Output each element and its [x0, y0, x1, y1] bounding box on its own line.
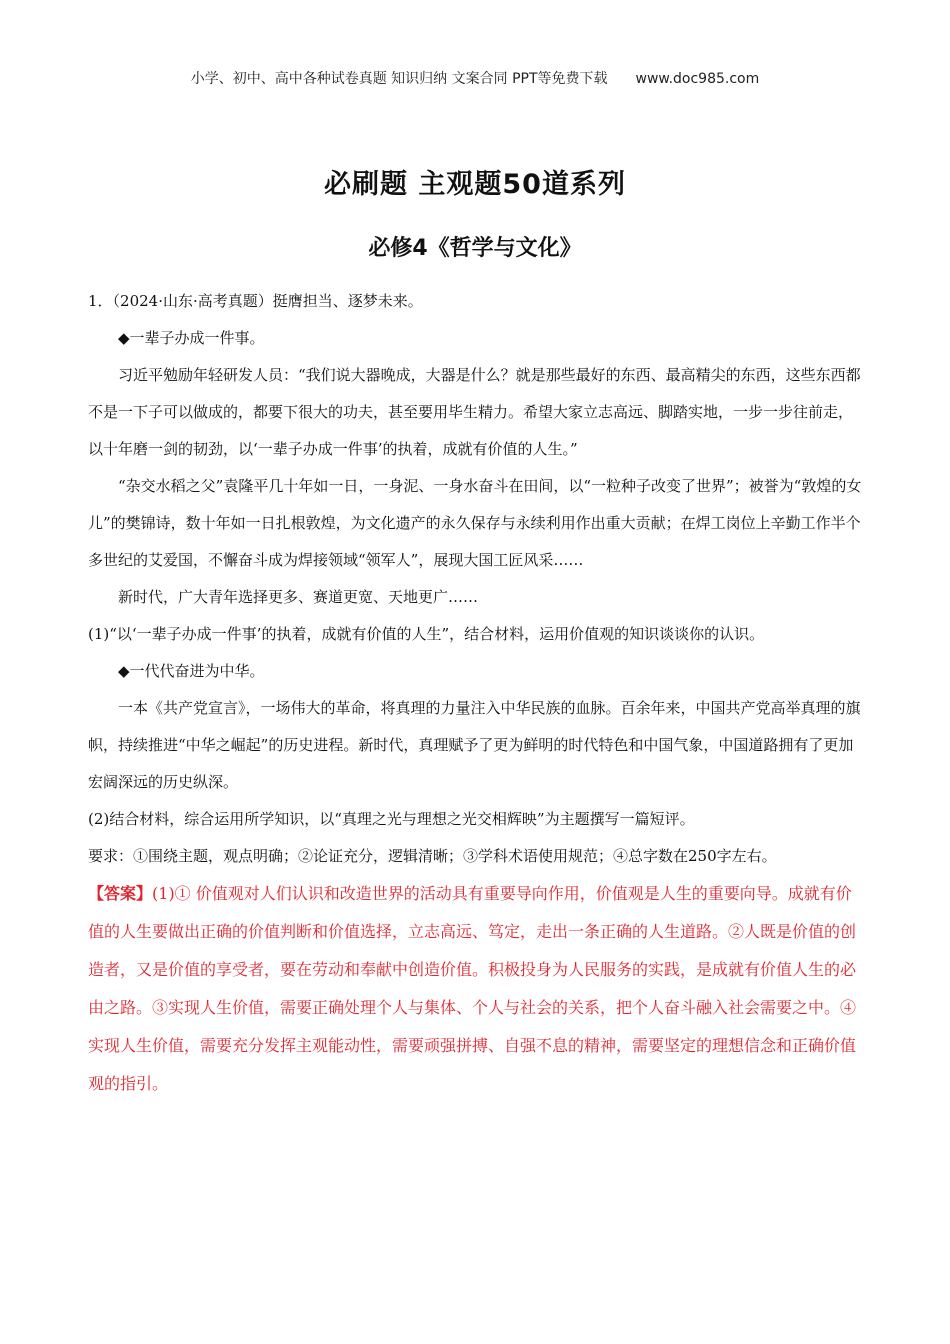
page-title: 必刷题 主观题50道系列	[324, 169, 626, 200]
header-url[interactable]: www.doc985.com	[635, 71, 760, 87]
page-subtitle: 必修4《哲学与文化》	[368, 236, 582, 261]
question-number-line: 1．（2024·山东·高考真题）挺膺担当、逐梦未来。	[88, 292, 423, 310]
answer-block	[88, 875, 863, 1103]
material-paragraph-2: “杂交水稻之父”袁隆平几十年如一日，一身泥、一身水奋斗在田间，以“一粒种子改变了世界”；被誉为“敦煌的女儿”的樊锦诗，数十年如一日扎根敦煌，为文化遗产的永久保存与永续利用作出重大贡献；在焊工岗位上辛勤工作半个多世纪的艾爱国，不懈奋斗成为焊接领域“领军人”，展现大国工匠风采……	[88, 477, 862, 569]
header-text: 小学、初中、高中各种试卷真题 知识归纳 文案合同 PPT等免费下载	[190, 71, 608, 87]
question-body	[88, 283, 863, 1103]
material-paragraph-1: 习近平勉励年轻研发人员：“我们说大器晚成，大器是什么？就是那些最好的东西、最高精尖的东西，这些东西都不是一下子可以做成的，都要下很大的功夫，甚至要用毕生精力。希望大家立志高远、脚踏实地，一步一步往前走，以十年磨一剑的韧劲，以‘一辈子办成一件事’的执着，成就有价值的人生。”	[88, 366, 861, 458]
material-paragraph-3: 新时代，广大青年选择更多、赛道更宽、天地更广……	[118, 588, 479, 606]
requirements: 要求：①围绕主题，观点明确；②论证充分，逻辑清晰；③学科术语使用规范；④总字数在250字左右。	[88, 847, 777, 865]
answer-tag: 【答案】	[88, 884, 153, 903]
material-paragraph-4: 一本《共产党宣言》，一场伟大的革命，将真理的力量注入中华民族的血脉。百余年来，中国共产党高举真理的旗帜，持续推进“中华之崛起”的历史进程。新时代，真理赋予了更为鲜明的时代特色和中国气象，中国道路拥有了更加宏阔深远的历史纵深。	[88, 699, 861, 791]
section1-heading: ◆一辈子办成一件事。	[118, 329, 265, 347]
section2-heading: ◆一代代奋进为中华。	[118, 662, 265, 680]
sub-question-1: (1)“以‘一辈子办成一件事’的执着，成就有价值的人生”，结合材料，运用价值观的知识谈谈你的认识。	[88, 625, 765, 643]
page-header	[0, 68, 950, 88]
answer-text: (1)① 价值观对人们认识和改造世界的活动具有重要导向作用，价值观是人生的重要向导。成就有价值的人生要做出正确的价值判断和价值选择，立志高远、笃定，走出一条正确的人生道路。②人既是价值的创造者，又是价值的享受者，要在劳动和奉献中创造价值。积极投身为人民服务的实践，是成就有价值人生的必由之路。③实现人生价值，需要正确处理个人与集体、个人与社会的关系，把个人奋斗融入社会需要之中。④实现人生价值，需要充分发挥主观能动性，需要顽强拼搏、自强不息的精神，需要坚定的理想信念和正确价值观的指引。	[88, 884, 857, 1093]
sub-question-2: (2)结合材料，综合运用所学知识，以“真理之光与理想之光交相辉映”为主题撰写一篇短评。	[88, 810, 695, 828]
